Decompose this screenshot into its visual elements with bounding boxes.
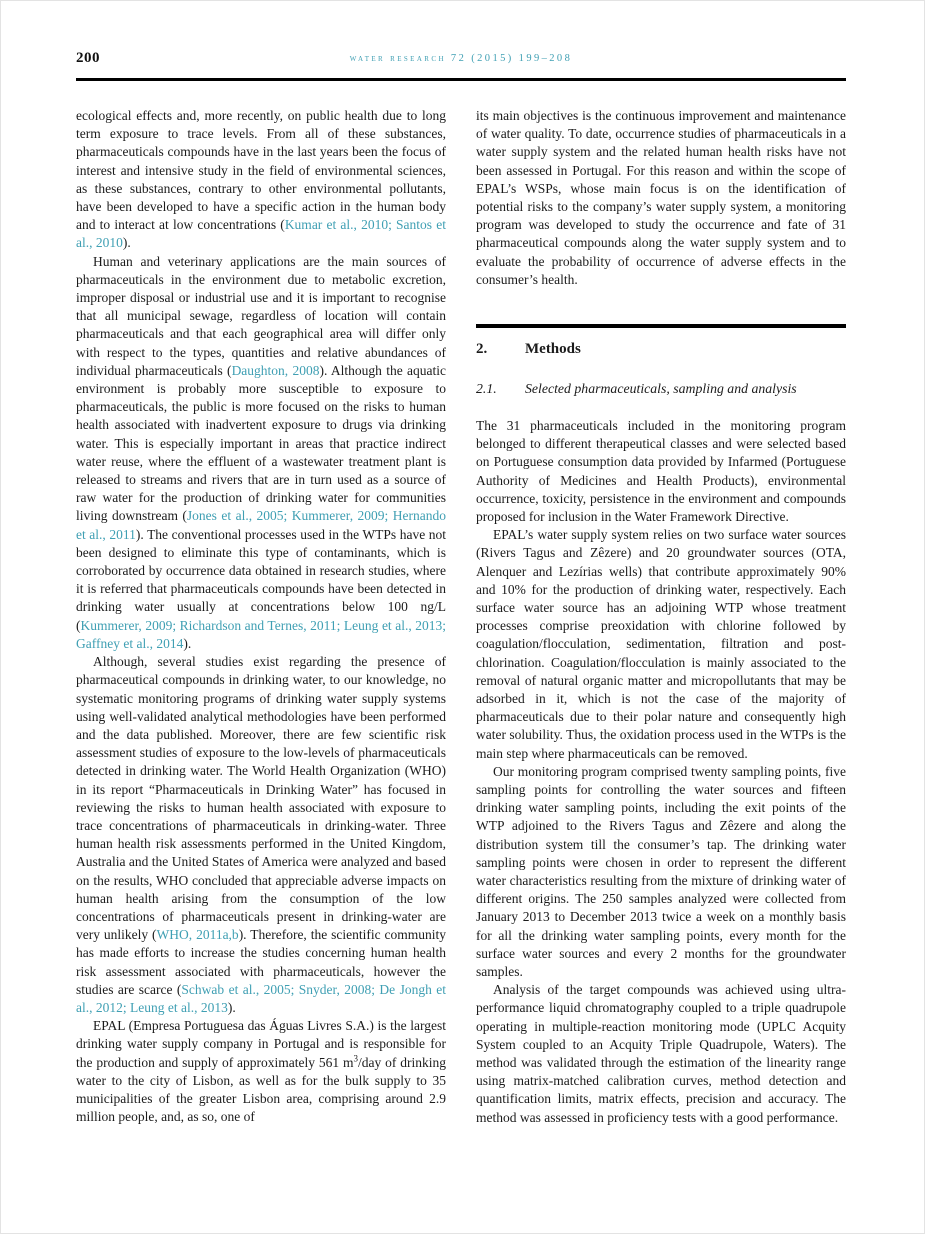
heading-number: 2.	[476, 340, 488, 357]
body-text: Human and veterinary applications are the main sources of pharmaceuticals in the environment due to metabolic excretion, improper disposal or industrial use and it is important to recognise that all municipal sewage, regardless of location will contain pharmaceuticals and that each geographical area will differ only with respect to the types, quantities and relative abundances of individual pharmaceuticals (	[76, 253, 446, 378]
header-rule	[76, 78, 846, 81]
paragraph	[476, 763, 846, 981]
two-column-body	[76, 107, 846, 1127]
body-text: The 31 pharmaceuticals included in the monitoring program belonged to different therapeutical classes and were selected based on Portuguese consumption data provided by Infarmed (Portuguese Authority of Medicines and Health Products), environmental occurrence, toxicity, persistence in the environment and compounds proposed for inclusion in the Water Framework Directive.	[476, 417, 846, 524]
body-text: Our monitoring program comprised twenty sampling points, five sampling points for controlling the water sources and fifteen drinking water sampling points, including the exit points of the WTP adjoined to the Rivers Tagus and Zêzere and along the distribution system till the consumer’s tap. The drinking water sampling points were chosen in order to represent the different water characteristics resulting from the mixture of drinking water of different origins. The 250 samples analyzed were collected from January 2013 to December 2013 twice a week on a monthly basis for all the drinking water sampling points, every month for the surface water sources and every 2 months for the groundwater samples.	[476, 763, 846, 980]
body-text: ).	[183, 635, 192, 651]
body-text: ).	[227, 999, 236, 1015]
body-text: Although, several studies exist regarding the presence of pharmaceutical compounds in drinking water, to our knowledge, no systematic monitoring programs of drinking water supply systems using well-validated analytical methodologies have been performed and the data published. Moreover, there are few scientific risk assessment studies of exposure to the low-levels of pharmaceuticals detected in drinking water. The World Health Organization (WHO) in its report “Pharmaceuticals in Drinking Water” has focused in reviewing the risks to human health associated with exposure to trace concentrations of pharmaceuticals in drinking-water. Three human health risk assessments performed in the United Kingdom, Australia and the United States of America were analyzed and based on the results, WHO concluded that appreciable adverse impacts on human health arising from the consumption of the low concentrations of pharmaceuticals present in drinking-water are very unlikely (	[76, 654, 446, 943]
section-heading	[476, 340, 846, 358]
page-header	[76, 49, 846, 71]
body-text: Analysis of the target compounds was achieved using ultra-performance liquid chromatography coupled to a triple quadrupole operating in multiple-reaction monitoring mode (UPLC Acquity System coupled to an Acquity Triple Quadrupole, Waters). The method was validated through the estimation of the linearity range using matrix-matched calibration curves, method detection and quantification limits, matrix effects, precision and accuracy. The method was assessed in proficiency tests with a good performance.	[476, 982, 846, 1125]
section-rule	[476, 324, 846, 328]
paragraph	[476, 107, 846, 289]
left-column	[76, 107, 446, 1127]
body-text: its main objectives is the continuous improvement and maintenance of water quality. To date, occurrence studies of pharmaceuticals in a water supply system and the related human health risks have not been assessed in Portugal. For this reason and within the scope of EPAL’s WSPs, whose main focus is on the identification of potential risks to the company’s water supply system, a monitoring program was developed to study the occurrence and fate of 31 pharmaceutical compounds along the water supply system and to evaluate the probability of occurrence of adverse effects in the consumer’s health.	[476, 108, 846, 287]
heading-number: 2.1.	[476, 380, 497, 396]
paragraph	[476, 417, 846, 526]
paragraph	[76, 107, 446, 253]
body-text: ). Therefore, the scientific community has made efforts to increase the studies concerning human health risk assessment associated with pharmaceuticals, however the studies are scarce (	[76, 927, 446, 997]
body-text: EPAL’s water supply system relies on two surface water sources (Rivers Tagus and Zêzere) and 20 groundwater sources (OTA, Alenquer and Lezírias wells) that contribute approximately 90% and 10% for the production of drinking water, respectively. Each surface water source has an adjoining WTP whose treatment processes comprise preoxidation with chlorine followed by coagulation/flocculation, sedimentation, filtration and post-chlorination. Coagulation/flocculation is mainly associated to the removal of natural organic matter and micropollutants that may be adsorbed in it, which is not the case of the majority of pharmaceuticals due to their polar nature and consequently high water solubility. Thus, the oxidation process used in the WTPs is the main step where pharmaceuticals can be removed.	[476, 527, 846, 761]
body-text: ). Although the aquatic environment is probably more susceptible to exposure to pharmaceuticals, the public is more focused on the risks to human health associated with inadvertent exposure to drugs via drinking water. This is especially important in areas that practice indirect water reuse, where the effluent of a wastewater treatment plant is released to streams and rivers that are in turn used as a source of raw water for the production of drinking water for communities living downstream (	[76, 362, 446, 524]
superscript-text: 3	[353, 1053, 359, 1064]
citation-link[interactable]: Daughton, 2008	[231, 362, 320, 378]
paragraph	[476, 526, 846, 763]
heading-title: Selected pharmaceuticals, sampling and analysis	[525, 380, 797, 396]
paragraph	[476, 981, 846, 1127]
page-number: 200	[76, 50, 100, 66]
journal-reference: water research 72 (2015) 199–208	[349, 53, 573, 64]
body-text: ecological effects and, more recently, on public health due to long term exposure to trace levels. From all of these substances, pharmaceuticals compounds have in the last years been the focus of interest and intensive study in the field of environmental sciences, as these substances, contrary to other environmental pollutants, have been developed to have a specific action in the human body and to interact at low concentrations (	[76, 108, 446, 233]
subsection-heading	[476, 380, 846, 398]
citation-link[interactable]: WHO, 2011a,b	[156, 927, 239, 943]
body-text: /day of drinking water to the city of Lisbon, as well as for the bulk supply to 35 municipalities of the greater Lisbon area, comprising around 2.9 million people, and, as so, one of	[76, 1054, 446, 1125]
right-column	[476, 107, 846, 1127]
citation-link[interactable]: Jones et al., 2005; Kummerer, 2009; Hernando et al., 2011	[76, 508, 446, 542]
body-text: EPAL (Empresa Portuguesa das Águas Livres S.A.) is the largest drinking water supply company in Portugal and is responsible for the production and supply of approximately 561 m	[76, 1018, 446, 1070]
body-text: ).	[122, 235, 131, 251]
paragraph	[76, 653, 446, 1017]
citation-link[interactable]: Schwab et al., 2005; Snyder, 2008; De Jongh et al., 2012; Leung et al., 2013	[76, 981, 446, 1015]
heading-title: Methods	[525, 340, 581, 357]
citation-link[interactable]: Kumar et al., 2010; Santos et al., 2010	[76, 217, 446, 251]
paragraph	[76, 1017, 446, 1126]
body-text: ). The conventional processes used in the WTPs have not been designed to eliminate this type of contaminants, which is corroborated by occurrence data obtained in research studies, where it is referred that pharmaceuticals compounds have been detected in drinking water usually at concentrations below 100 ng/L (	[76, 526, 447, 633]
citation-link[interactable]: Kummerer, 2009; Richardson and Ternes, 2011; Leung et al., 2013; Gaffney et al., 2014	[76, 617, 446, 651]
paragraph	[76, 253, 446, 653]
